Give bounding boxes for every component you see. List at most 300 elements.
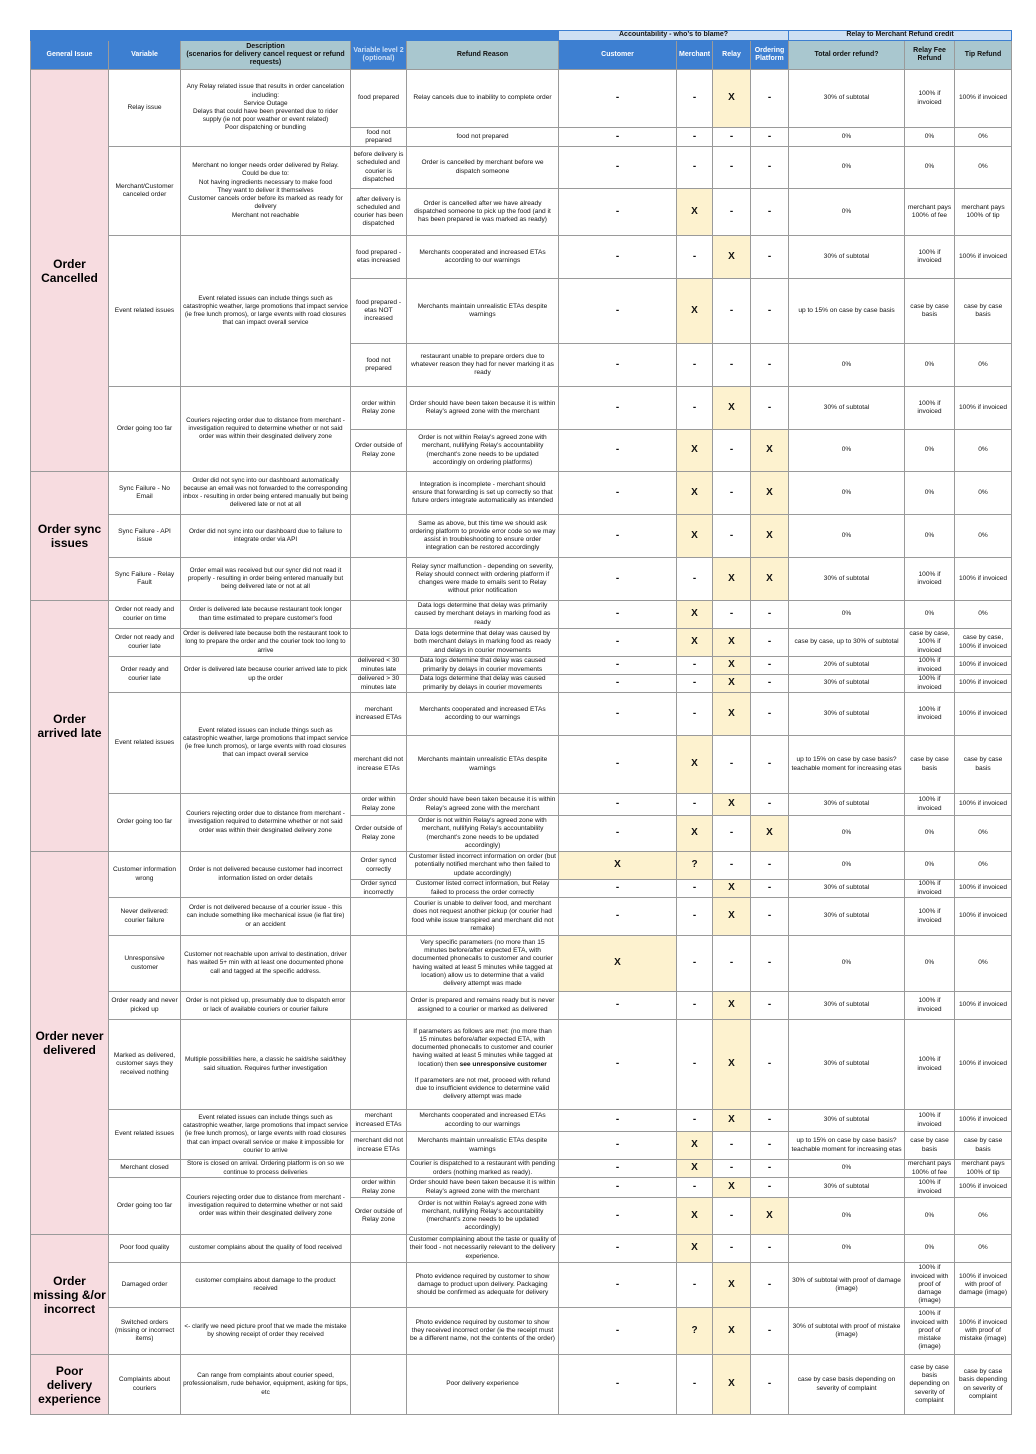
total-refund-cell: 30% of subtotal with proof of mistake (image) <box>789 1308 905 1355</box>
refund-reason-cell: Photo evidence required by customer to show damage to product upon delivery. Packaging should be confirmed as adequate for delivery <box>407 1263 559 1308</box>
blame-merchant-cell: X <box>677 1160 713 1178</box>
blame-relay-cell: X <box>713 1178 751 1198</box>
blame-merchant-cell: - <box>677 1020 713 1110</box>
variable-level-2-cell: after delivery is scheduled and courier has been dispatched <box>351 189 407 236</box>
variable-level-2-cell <box>351 472 407 515</box>
variable-level-2-cell <box>351 1263 407 1308</box>
table-row <box>31 472 1012 515</box>
blame-relay-cell: - <box>713 189 751 236</box>
blame-platform-cell: - <box>751 936 789 992</box>
relay-fee-refund-cell: 0% <box>905 852 955 880</box>
tip-refund-cell: 100% if invoiced <box>955 898 1012 936</box>
variable-level-2-cell <box>351 1235 407 1263</box>
variable-cell: Order not ready and courier on time <box>109 601 181 629</box>
table-row <box>31 1355 1012 1415</box>
blame-relay-cell: X <box>713 1308 751 1355</box>
refund-reason-cell: Data logs determine that delay was primarily caused by merchant delays in marking food as ready <box>407 601 559 629</box>
blame-customer-cell: - <box>559 657 677 675</box>
blame-relay-cell: X <box>713 693 751 736</box>
blame-customer-cell: - <box>559 1110 677 1132</box>
tip-refund-cell: 100% if invoiced <box>955 657 1012 675</box>
blame-merchant-cell: - <box>677 936 713 992</box>
table-row <box>31 992 1012 1020</box>
general-issue-cell: Order never delivered <box>31 852 109 1235</box>
variable-level-2-cell <box>351 515 407 558</box>
tip-refund-cell: 0% <box>955 147 1012 189</box>
refund-reason-cell: Courier is unable to deliver food, and merchant does not request another pickup (or courier had food while issue transpired and merchant did not remake) <box>407 898 559 936</box>
refund-reason-cell: Order should have been taken because it is within Relay's agreed zone with the merchant <box>407 1178 559 1198</box>
blame-customer-cell: - <box>559 387 677 430</box>
tip-refund-cell: case by case basis depending on severity of complaint <box>955 1355 1012 1415</box>
blame-relay-cell: X <box>713 675 751 693</box>
blame-relay-cell: X <box>713 898 751 936</box>
blame-merchant-cell: - <box>677 794 713 816</box>
variable-cell: Event related issues <box>109 236 181 387</box>
variable-cell: Never delivered: courier failure <box>109 898 181 936</box>
total-refund-cell: 0% <box>789 344 905 387</box>
tip-refund-cell: 100% if invoiced <box>955 794 1012 816</box>
blame-platform-cell: - <box>751 1110 789 1132</box>
blame-customer-cell: - <box>559 898 677 936</box>
variable-level-2-cell <box>351 1355 407 1415</box>
general-issue-cell: Order arrived late <box>31 601 109 852</box>
total-refund-cell: 0% <box>789 601 905 629</box>
refund-reason-cell: Integration is incomplete - merchant should ensure that forwarding is set up correctly so that future orders integrate automatically as intended <box>407 472 559 515</box>
description-cell: Event related issues can include things such as catastrophic weather, large promotions that impact service (ie free lunch promos), or large events with road closures that can impact overall service <box>181 693 351 794</box>
blame-customer-cell: - <box>559 1178 677 1198</box>
total-refund-cell: 30% of subtotal with proof of damage (image) <box>789 1263 905 1308</box>
tip-refund-cell: 100% if invoiced <box>955 992 1012 1020</box>
table-row <box>31 693 1012 736</box>
blame-customer-cell: - <box>559 1308 677 1355</box>
blame-merchant-cell: X <box>677 1235 713 1263</box>
blame-merchant-cell: - <box>677 1263 713 1308</box>
refund-reason-cell: Merchants maintain unrealistic ETAs despite warnings <box>407 1132 559 1160</box>
header-relay-fee-refund: Relay Fee Refund <box>905 41 955 70</box>
description-cell: Can range from complaints about courier speed, professionalism, rude behavior, equipment, asking for tips, etc <box>181 1355 351 1415</box>
blame-relay-cell: X <box>713 992 751 1020</box>
total-refund-cell: 20% of subtotal <box>789 657 905 675</box>
blame-platform-cell: - <box>751 128 789 147</box>
blame-platform-cell: - <box>751 601 789 629</box>
blame-customer-cell: - <box>559 344 677 387</box>
variable-level-2-cell <box>351 629 407 657</box>
variable-cell: Sync Failure - API issue <box>109 515 181 558</box>
variable-cell: Merchant closed <box>109 1160 181 1178</box>
relay-fee-refund-cell: case by case basis <box>905 279 955 344</box>
refund-reason-cell: Photo evidence required by customer to show they received incorrect order (ie the receipt must be a different name, not the contents of the order) <box>407 1308 559 1355</box>
total-refund-cell: up to 15% on case by case basis <box>789 279 905 344</box>
header-merchant: Merchant <box>677 41 713 70</box>
blame-customer-cell: - <box>559 1020 677 1110</box>
description-cell: Couriers rejecting order due to distance from merchant - investigation required to determine whether or not said order was within their desginated delivery zone <box>181 1178 351 1235</box>
relay-fee-refund-cell: 100% if invoiced <box>905 657 955 675</box>
blame-merchant-cell: ? <box>677 852 713 880</box>
blame-merchant-cell: - <box>677 880 713 898</box>
total-refund-cell: 30% of subtotal <box>789 1110 905 1132</box>
variable-level-2-cell <box>351 992 407 1020</box>
total-refund-cell: 0% <box>789 936 905 992</box>
refund-reason-cell: Order should have been taken because it is within Relay's agreed zone with the merchant <box>407 794 559 816</box>
description-cell: Store is closed on arrival. Ordering platform is on so we continue to process deliveries <box>181 1160 351 1178</box>
refund-reason-cell: Order is not within Relay's agreed zone with merchant, nullifying Relay's accountability (merchant's zone needs to be updated accordingly on ordering platforms) <box>407 430 559 472</box>
tip-refund-cell: 100% if invoiced <box>955 70 1012 128</box>
total-refund-cell: 30% of subtotal <box>789 992 905 1020</box>
table-row <box>31 936 1012 992</box>
relay-fee-refund-cell: 100% if invoiced <box>905 70 955 128</box>
blame-relay-cell: - <box>713 736 751 794</box>
blame-relay-cell: - <box>713 430 751 472</box>
blame-merchant-cell: X <box>677 1198 713 1235</box>
blame-merchant-cell: X <box>677 279 713 344</box>
variable-cell: Customer information wrong <box>109 852 181 898</box>
variable-level-2-cell <box>351 1020 407 1110</box>
variable-cell: Switched orders (missing or incorrect items) <box>109 1308 181 1355</box>
variable-cell: Complaints about couriers <box>109 1355 181 1415</box>
blame-platform-cell: X <box>751 472 789 515</box>
refund-reason-cell: Data logs determine that delay was caused primarily by delays in courier movements <box>407 657 559 675</box>
relay-fee-refund-cell: 0% <box>905 936 955 992</box>
relay-fee-refund-cell: case by case, 100% if invoiced <box>905 629 955 657</box>
tip-refund-cell: merchant pays 100% of tip <box>955 1160 1012 1178</box>
total-refund-cell: 0% <box>789 1160 905 1178</box>
table-row <box>31 601 1012 629</box>
blame-customer-cell: - <box>559 794 677 816</box>
total-refund-cell: up to 15% on case by case basis? teachable moment for increasing etas <box>789 1132 905 1160</box>
description-cell: Customer not reachable upon arrival to destination, driver has waited 5+ min with at least one documented phone call and tagged at the specific address. <box>181 936 351 992</box>
variable-cell: Marked as delivered, customer says they received nothing <box>109 1020 181 1110</box>
tip-refund-cell: case by case basis <box>955 279 1012 344</box>
relay-fee-refund-cell: case by case basis <box>905 736 955 794</box>
table-body <box>31 70 1012 1415</box>
relay-fee-refund-cell: case by case basis <box>905 1132 955 1160</box>
tip-refund-cell: 0% <box>955 472 1012 515</box>
relay-fee-refund-cell: 100% if invoiced <box>905 1020 955 1110</box>
variable-level-2-cell: delivered > 30 minutes late <box>351 675 407 693</box>
header-relay: Relay <box>713 41 751 70</box>
total-refund-cell: 0% <box>789 430 905 472</box>
blame-customer-cell: - <box>559 1132 677 1160</box>
tip-refund-cell: 0% <box>955 936 1012 992</box>
blame-platform-cell: - <box>751 1355 789 1415</box>
description-cell: Event related issues can include things such as catastrophic weather, large promotions that impact service (ie free lunch promos), or large events with road closures that can impact overall service or make it impossible for courier to arrive <box>181 1110 351 1160</box>
blame-platform-cell: X <box>751 558 789 601</box>
refund-reason-cell: Order is cancelled after we have already dispatched someone to pick up the food (and it has been prepared ie was marked as ready) <box>407 189 559 236</box>
refund-reason-text: If parameters as follows are met: (no more than 15 minutes before/after expected ETA, with documented phonecalls to customer and courier having waited at least 5 minutes while tagged at location) then <box>412 1027 553 1068</box>
blame-merchant-cell: - <box>677 70 713 128</box>
refund-reason-cell: restaurant unable to prepare orders due to whatever reason they had for never marking it as ready <box>407 344 559 387</box>
blame-platform-cell: - <box>751 1160 789 1178</box>
header-description: Description (scenarios for delivery cancel request or refund requests) <box>181 41 351 70</box>
variable-level-2-cell: merchant did not increase ETAs <box>351 1132 407 1160</box>
blame-relay-cell: - <box>713 1132 751 1160</box>
variable-level-2-cell: Order outside of Relay zone <box>351 816 407 852</box>
blame-merchant-cell: - <box>677 387 713 430</box>
blame-platform-cell: - <box>751 794 789 816</box>
total-refund-cell: 0% <box>789 852 905 880</box>
relay-fee-refund-cell: 100% if invoiced with proof of mistake (image) <box>905 1308 955 1355</box>
description-cell: Order is delivered late because both the restaurant took to long to prepare the order and the courier took too long to arrive <box>181 629 351 657</box>
variable-level-2-cell: Order syncd correctly <box>351 852 407 880</box>
blame-platform-cell: - <box>751 1235 789 1263</box>
refund-reason-cell: Courier is dispatched to a restaurant with pending orders (nothing marked as ready). <box>407 1160 559 1178</box>
refund-reason-cell: Order is not within Relay's agreed zone with merchant, nullifying Relay's accountability (merchant's zone needs to be updated accordingly) <box>407 1198 559 1235</box>
variable-level-2-cell <box>351 601 407 629</box>
variable-cell: Sync Failure - No Email <box>109 472 181 515</box>
description-cell: <- clarify we need picture proof that we made the mistake by showing receipt of order they received <box>181 1308 351 1355</box>
blame-relay-cell: X <box>713 657 751 675</box>
total-refund-cell: 0% <box>789 472 905 515</box>
header-total-refund: Total order refund? <box>789 41 905 70</box>
general-issue-cell: Order missing &/or incorrect <box>31 1235 109 1355</box>
blame-relay-cell: X <box>713 1110 751 1132</box>
blame-customer-cell: - <box>559 1355 677 1415</box>
description-cell: Couriers rejecting order due to distance from merchant - investigation required to determine whether or not said order was within their desginated delivery zone <box>181 387 351 472</box>
refund-reason-cell: Data logs determine that delay was caused primarily by delays in courier movements <box>407 675 559 693</box>
blame-relay-cell: X <box>713 880 751 898</box>
refund-reason-cell: Customer listed incorrect information on order (but potentially notified merchant who then failed to update accordingly) <box>407 852 559 880</box>
total-refund-cell: 30% of subtotal <box>789 898 905 936</box>
header-variable: Variable <box>109 41 181 70</box>
table-row <box>31 1235 1012 1263</box>
header-general-issue: General Issue <box>31 41 109 70</box>
blame-merchant-cell: X <box>677 189 713 236</box>
blame-customer-cell: - <box>559 279 677 344</box>
variable-level-2-cell <box>351 1160 407 1178</box>
blame-customer-cell: - <box>559 693 677 736</box>
total-refund-cell: case by case, up to 30% of subtotal <box>789 629 905 657</box>
tip-refund-cell: case by case, 100% if invoiced <box>955 629 1012 657</box>
relay-fee-refund-cell: 0% <box>905 430 955 472</box>
blame-customer-cell: - <box>559 70 677 128</box>
variable-level-2-cell: before delivery is scheduled and courier is dispatched <box>351 147 407 189</box>
blame-relay-cell: - <box>713 1235 751 1263</box>
blame-platform-cell: - <box>751 693 789 736</box>
total-refund-cell: 30% of subtotal <box>789 387 905 430</box>
variable-level-2-cell: food prepared - etas NOT increased <box>351 279 407 344</box>
total-refund-cell: 0% <box>789 1198 905 1235</box>
relay-fee-refund-cell: merchant pays 100% of fee <box>905 1160 955 1178</box>
blame-merchant-cell: X <box>677 816 713 852</box>
relay-fee-refund-cell: 0% <box>905 816 955 852</box>
tip-refund-cell: case by case basis <box>955 736 1012 794</box>
description-cell: Merchant no longer needs order delivered by Relay. Could be due to: Not having ingredients necessary to make food They want to deliver it themselves Customer cancels order before its marked as ready for delivery Merchant not reachable <box>181 147 351 236</box>
total-refund-cell: up to 15% on case by case basis? teachable moment for increasing etas <box>789 736 905 794</box>
blame-platform-cell: - <box>751 736 789 794</box>
total-refund-cell: 30% of subtotal <box>789 236 905 279</box>
variable-cell: Sync Failure - Relay Fault <box>109 558 181 601</box>
table-row <box>31 147 1012 189</box>
table-row <box>31 1308 1012 1355</box>
total-refund-cell: 0% <box>789 189 905 236</box>
blame-platform-cell: - <box>751 1178 789 1198</box>
variable-level-2-cell: order within Relay zone <box>351 387 407 430</box>
tip-refund-cell: 0% <box>955 515 1012 558</box>
blame-merchant-cell: - <box>677 675 713 693</box>
relay-fee-refund-cell: 0% <box>905 1198 955 1235</box>
blame-relay-cell: X <box>713 1355 751 1415</box>
blame-merchant-cell: - <box>677 1355 713 1415</box>
table-row <box>31 387 1012 430</box>
table-row <box>31 657 1012 675</box>
description-cell: Couriers rejecting order due to distance from merchant - investigation required to determine whether or not said order was within their desginated delivery zone <box>181 794 351 852</box>
tip-refund-cell: 0% <box>955 430 1012 472</box>
total-refund-cell: 0% <box>789 1235 905 1263</box>
blame-relay-cell: X <box>713 1020 751 1110</box>
variable-cell: Order going too far <box>109 794 181 852</box>
variable-level-2-cell: food prepared - etas increased <box>351 236 407 279</box>
total-refund-cell: 0% <box>789 515 905 558</box>
refund-reason-cell <box>407 1020 559 1110</box>
blame-customer-cell: - <box>559 1198 677 1235</box>
blame-customer-cell: - <box>559 1160 677 1178</box>
table-row <box>31 515 1012 558</box>
blame-customer-cell: - <box>559 558 677 601</box>
tip-refund-cell: 100% if invoiced <box>955 558 1012 601</box>
tip-refund-cell: merchant pays 100% of tip <box>955 189 1012 236</box>
blame-merchant-cell: - <box>677 236 713 279</box>
variable-level-2-cell: Order outside of Relay zone <box>351 1198 407 1235</box>
blame-relay-cell: - <box>713 128 751 147</box>
blame-relay-cell: X <box>713 794 751 816</box>
blame-customer-cell: - <box>559 189 677 236</box>
relay-fee-refund-cell: 0% <box>905 1235 955 1263</box>
total-refund-cell: 0% <box>789 147 905 189</box>
table-row <box>31 1160 1012 1178</box>
blame-customer-cell: - <box>559 128 677 147</box>
blame-relay-cell: - <box>713 601 751 629</box>
tip-refund-cell: 100% if invoiced <box>955 236 1012 279</box>
total-refund-cell: case by case basis depending on severity of complaint <box>789 1355 905 1415</box>
blame-customer-cell: - <box>559 736 677 794</box>
tip-refund-cell: case by case basis <box>955 1132 1012 1160</box>
tip-refund-cell: 0% <box>955 128 1012 147</box>
relay-fee-refund-cell: 100% if invoiced <box>905 880 955 898</box>
refund-reason-cell: Merchants maintain unrealistic ETAs despite warnings <box>407 279 559 344</box>
blame-relay-cell: X <box>713 558 751 601</box>
tip-refund-cell: 100% if invoiced <box>955 1178 1012 1198</box>
variable-cell: Event related issues <box>109 1110 181 1160</box>
blame-customer-cell: - <box>559 515 677 558</box>
header-ordering-platform: Ordering Platform <box>751 41 789 70</box>
table-row <box>31 794 1012 816</box>
blame-merchant-cell: X <box>677 515 713 558</box>
description-cell: Order is not picked up, presumably due to dispatch error or lack of available couriers or courier failure <box>181 992 351 1020</box>
blame-platform-cell: - <box>751 279 789 344</box>
refund-reason-cell: Order should have been taken because it is within Relay's agreed zone with the merchant <box>407 387 559 430</box>
blame-merchant-cell: X <box>677 1132 713 1160</box>
blame-platform-cell: - <box>751 852 789 880</box>
tip-refund-cell: 0% <box>955 852 1012 880</box>
blame-merchant-cell: X <box>677 430 713 472</box>
blame-relay-cell: X <box>713 70 751 128</box>
blame-platform-cell: - <box>751 992 789 1020</box>
relay-fee-refund-cell: 0% <box>905 147 955 189</box>
blame-customer-cell: - <box>559 1263 677 1308</box>
variable-level-2-cell <box>351 558 407 601</box>
blame-relay-cell: X <box>713 387 751 430</box>
blame-customer-cell: - <box>559 472 677 515</box>
blame-platform-cell: X <box>751 515 789 558</box>
blame-relay-cell: - <box>713 344 751 387</box>
refund-reason-tail: If parameters are not met, proceed with refund due to insufficient evidence to determine valid delivery attempt was made <box>414 1076 551 1101</box>
refund-reason-cell: Data logs determine that delay was caused by both merchant delays in marking food as ready and delays in courier movements <box>407 629 559 657</box>
variable-level-2-cell: Order syncd incorrectly <box>351 880 407 898</box>
relay-fee-refund-cell: 100% if invoiced <box>905 992 955 1020</box>
blame-relay-cell: - <box>713 472 751 515</box>
general-issue-cell: Order sync issues <box>31 472 109 601</box>
blame-relay-cell: - <box>713 1160 751 1178</box>
variable-level-2-cell <box>351 1308 407 1355</box>
blame-customer-cell: - <box>559 430 677 472</box>
refund-reason-cell: Order is not within Relay's agreed zone with merchant, nullifying Relay's accountability (merchant's zone needs to be updated accordingly) <box>407 816 559 852</box>
header-tip-refund: Tip Refund <box>955 41 1012 70</box>
tip-refund-cell: 100% if invoiced <box>955 880 1012 898</box>
variable-level-2-cell: merchant did not increase ETAs <box>351 736 407 794</box>
total-refund-cell: 0% <box>789 128 905 147</box>
description-cell: Any Relay related issue that results in order cancelation including: Service Outage Delays that could have been prevented due to rider supply (ie not poor weather or event related) Poor dispatching or bundling <box>181 70 351 147</box>
tip-refund-cell: 100% if invoiced <box>955 1020 1012 1110</box>
variable-cell: Order going too far <box>109 387 181 472</box>
refund-reason-cell: Order is prepared and remains ready but is never assigned to a courier or marked as delivered <box>407 992 559 1020</box>
description-cell: Order is delivered late because restaurant took longer than time estimated to prepare customer's food <box>181 601 351 629</box>
variable-cell: Damaged order <box>109 1263 181 1308</box>
table-row <box>31 898 1012 936</box>
total-refund-cell: 30% of subtotal <box>789 558 905 601</box>
blame-merchant-cell: X <box>677 472 713 515</box>
description-cell: Order did not sync into our dashboard automatically because an email was not forwarded to the corresponding inbox - resulting in order being entered manually but being delivered late or not at all <box>181 472 351 515</box>
tip-refund-cell: 0% <box>955 1198 1012 1235</box>
blame-platform-cell: - <box>751 147 789 189</box>
refund-reason-cell: Merchants cooperated and increased ETAs according to our warnings <box>407 693 559 736</box>
variable-cell: Event related issues <box>109 693 181 794</box>
blame-platform-cell: - <box>751 1263 789 1308</box>
tip-refund-cell: 100% if invoiced <box>955 387 1012 430</box>
total-refund-cell: 30% of subtotal <box>789 880 905 898</box>
blame-relay-cell: - <box>713 279 751 344</box>
blame-merchant-cell: - <box>677 128 713 147</box>
blame-merchant-cell: - <box>677 558 713 601</box>
blame-platform-cell: - <box>751 880 789 898</box>
total-refund-cell: 30% of subtotal <box>789 693 905 736</box>
blame-merchant-cell: - <box>677 657 713 675</box>
blame-relay-cell: X <box>713 236 751 279</box>
description-cell: Order did not sync into our dashboard due to failure to integrate order via API <box>181 515 351 558</box>
relay-fee-refund-cell: 100% if invoiced <box>905 693 955 736</box>
blame-merchant-cell: X <box>677 629 713 657</box>
description-cell: Multiple possibilities here, a classic he said/she said/they said situation. Requires further investigation <box>181 1020 351 1110</box>
relay-fee-refund-cell: 0% <box>905 128 955 147</box>
variable-level-2-cell: food prepared <box>351 70 407 128</box>
blame-platform-cell: - <box>751 387 789 430</box>
total-refund-cell: 30% of subtotal <box>789 675 905 693</box>
blame-platform-cell: - <box>751 1308 789 1355</box>
tip-refund-cell: 100% if invoiced with proof of damage (image) <box>955 1263 1012 1308</box>
description-cell: Order is delivered late because courier arrived late to pick up the order <box>181 657 351 693</box>
relay-fee-refund-cell: 0% <box>905 515 955 558</box>
variable-cell: Merchant/Customer canceled order <box>109 147 181 236</box>
variable-cell: Order going too far <box>109 1178 181 1235</box>
blame-customer-cell: - <box>559 1235 677 1263</box>
blame-merchant-cell: - <box>677 147 713 189</box>
blame-relay-cell: X <box>713 629 751 657</box>
total-refund-cell: 30% of subtotal <box>789 1178 905 1198</box>
table-row <box>31 1263 1012 1308</box>
variable-level-2-cell: merchant increased ETAs <box>351 1110 407 1132</box>
blame-customer-cell: - <box>559 629 677 657</box>
refund-reason-cell: Customer complaining about the taste or quality of their food - not necessarily relevant to the delivery experience. <box>407 1235 559 1263</box>
blame-platform-cell: - <box>751 344 789 387</box>
